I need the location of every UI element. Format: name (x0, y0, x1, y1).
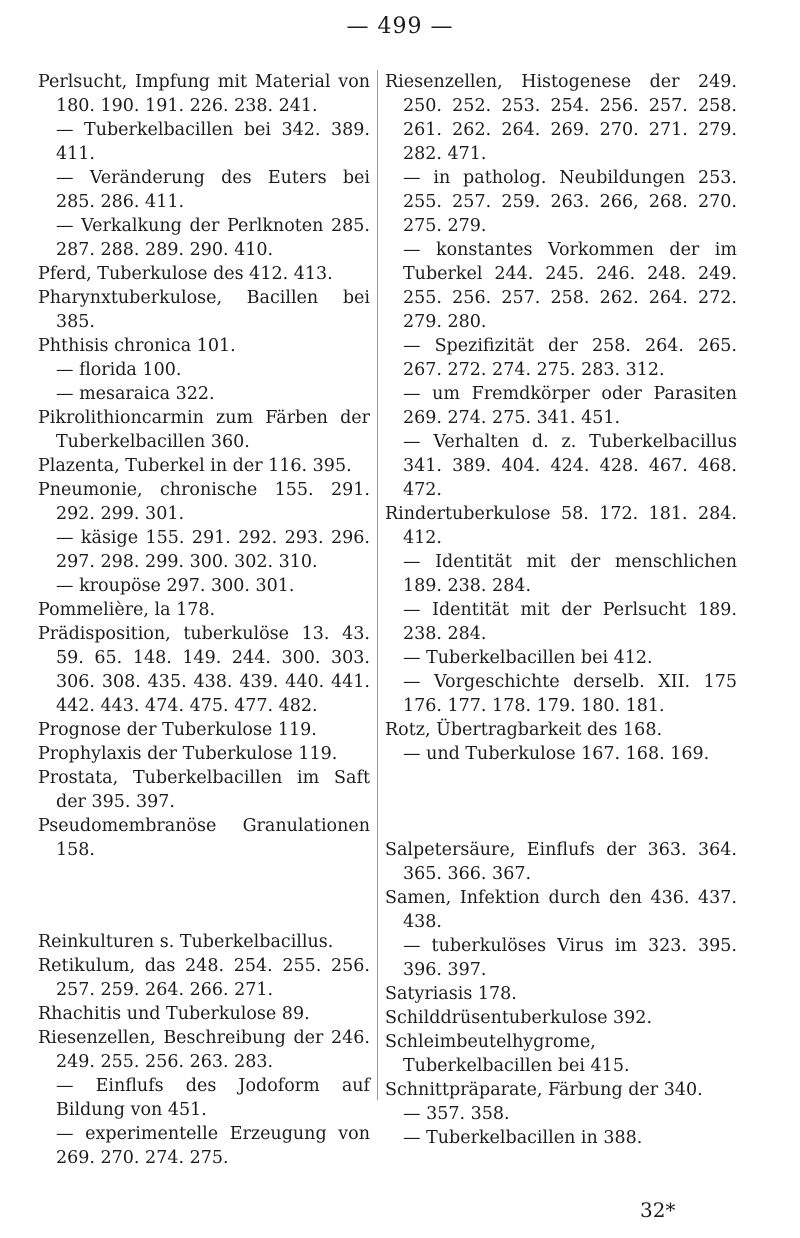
index-subentry: — Verhalten d. z. Tuberkelbacillus 341. 389. 404. 424. 428. 467. 468. 472. (403, 432, 737, 500)
index-entry: Rotz, Übertragbarkeit des 168. (385, 720, 663, 740)
index-entry: Pseudomembranöse Granulationen 158. (38, 816, 370, 860)
index-entry: Plazenta, Tuberkel in der 116. 395. (38, 456, 352, 476)
index-column-right (385, 70, 737, 1150)
index-entry: Salpetersäure, Einflufs der 363. 364. 365. 366. 367. (385, 840, 737, 884)
index-entry: Schilddrüsentuberkulose 392. (385, 1008, 653, 1028)
index-subentry: — Veränderung des Euters bei 285. 286. 411. (56, 168, 370, 212)
index-block-p (38, 70, 370, 862)
index-entry: Schnittpräparate, Färbung der 340. (385, 1080, 703, 1100)
block-gap (38, 862, 370, 930)
index-entry: Prädisposition, tuberkulöse 13. 43. 59. 65. 148. 149. 244. 300. 303. 306. 308. 435. 438. 439. 440. 441. 442. 443. 474. 475. 477. 482. (38, 624, 370, 716)
index-subentry: — experimentelle Erzeugung von 269. 270. 274. 275. (56, 1124, 370, 1168)
index-entry: Pferd, Tuberkulose des 412. 413. (38, 264, 333, 284)
index-entry: Rindertuberkulose 58. 172. 181. 284. 412. (385, 504, 737, 548)
index-subentry: — um Fremdkörper oder Parasiten 269. 274. 275. 341. 451. (403, 384, 737, 428)
index-entry: Pneumonie, chronische 155. 291. 292. 299. 301. (38, 480, 370, 524)
index-subentry: — Verkalkung der Perlknoten 285. 287. 288. 289. 290. 410. (56, 216, 370, 260)
block-gap (385, 766, 737, 838)
index-subentry: — tuberkulöses Virus im 323. 395. 396. 397. (403, 936, 737, 980)
index-column-left (38, 70, 370, 1170)
index-subentry: — mesaraica 322. (56, 384, 215, 404)
index-entry: Perlsucht, Impfung mit Material von 180. 190. 191. 226. 238. 241. (38, 72, 370, 116)
index-subentry: — Einflufs des Jodoform auf Bildung von 451. (56, 1076, 370, 1120)
signature-mark: 32* (640, 1198, 676, 1222)
index-subentry: — Tuberkelbacillen in 388. (403, 1128, 643, 1148)
column-divider (377, 70, 378, 1100)
index-entry: Satyriasis 178. (385, 984, 517, 1004)
index-entry: Riesenzellen, Histogenese der 249. 250. 252. 253. 254. 256. 257. 258. 261. 262. 264. 269. 270. 271. 279. 282. 471. (385, 72, 737, 164)
index-block-r-cont (385, 70, 737, 766)
index-entry: Prophylaxis der Tuberkulose 119. (38, 744, 338, 764)
index-subentry: — Identität mit der Perlsucht 189. 238. 284. (403, 600, 737, 644)
index-subentry: — Vorgeschichte derselb. XII. 175 176. 177. 178. 179. 180. 181. (403, 672, 737, 716)
index-entry: Reinkulturen s. Tuberkelbacillus. (38, 932, 334, 952)
index-entry: Prostata, Tuberkelbacillen im Saft der 395. 397. (38, 768, 370, 812)
index-subentry: — kroupöse 297. 300. 301. (56, 576, 295, 596)
index-subentry: — Tuberkelbacillen bei 412. (403, 648, 653, 668)
index-subentry: — 357. 358. (403, 1104, 510, 1124)
index-entry: Schleimbeutelhygrome, Tuberkelbacillen bei 415. (385, 1032, 630, 1076)
index-entry: Rhachitis und Tuberkulose 89. (38, 1004, 310, 1024)
index-block-r (38, 930, 370, 1170)
index-subentry: — und Tuberkulose 167. 168. 169. (403, 744, 710, 764)
index-entry: Pharynxtuberkulose, Bacillen bei 385. (38, 288, 370, 332)
index-subentry: — Tuberkelbacillen bei 342. 389. 411. (56, 120, 370, 164)
index-entry: Pikrolithioncarmin zum Färben der Tuberkelbacillen 360. (38, 408, 370, 452)
index-subentry: — florida 100. (56, 360, 182, 380)
index-entry: Riesenzellen, Beschreibung der 246. 249. 255. 256. 263. 283. (38, 1028, 370, 1072)
index-entry: Samen, Infektion durch den 436. 437. 438. (385, 888, 737, 932)
index-entry: Prognose der Tuberkulose 119. (38, 720, 317, 740)
index-entry: Retikulum, das 248. 254. 255. 256. 257. 259. 264. 266. 271. (38, 956, 370, 1000)
page-number: — 499 — (346, 14, 454, 39)
index-subentry: — Identität mit der menschlichen 189. 238. 284. (403, 552, 737, 596)
index-entry: Pommelière, la 178. (38, 600, 216, 620)
index-block-s (385, 838, 737, 1150)
index-entry: Phthisis chronica 101. (38, 336, 236, 356)
index-subentry: — konstantes Vorkommen der im Tuberkel 244. 245. 246. 248. 249. 255. 256. 257. 258. 262. 264. 272. 279. 280. (403, 240, 737, 332)
index-subentry: — in patholog. Neubildungen 253. 255. 257. 259. 263. 266, 268. 270. 275. 279. (403, 168, 737, 236)
index-subentry: — käsige 155. 291. 292. 293. 296. 297. 298. 299. 300. 302. 310. (56, 528, 370, 572)
index-subentry: — Spezifizität der 258. 264. 265. 267. 272. 274. 275. 283. 312. (403, 336, 737, 380)
